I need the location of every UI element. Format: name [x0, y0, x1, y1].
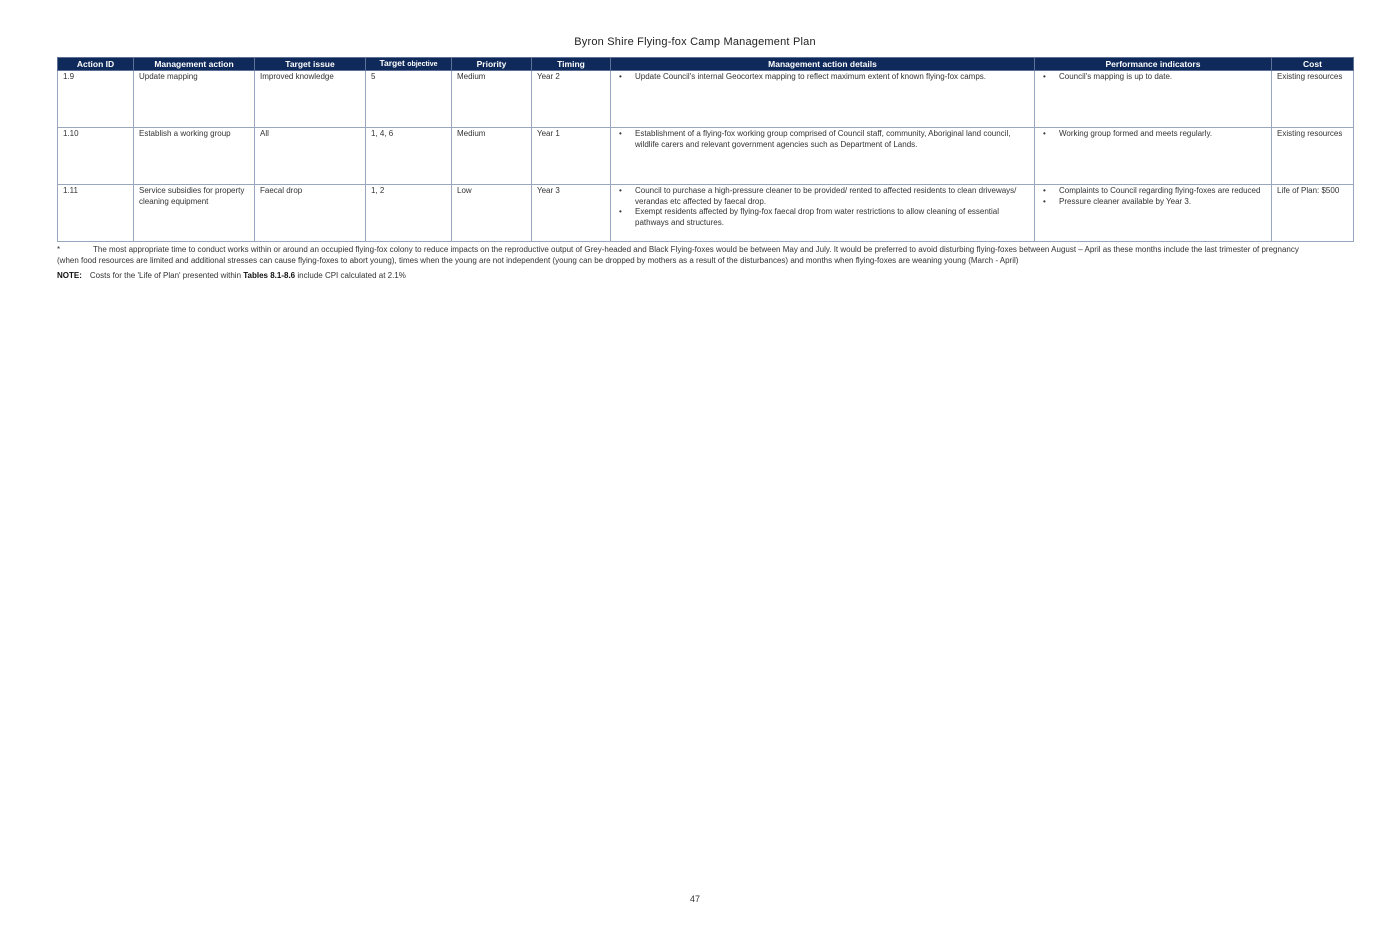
indicators-list: [1040, 129, 1266, 140]
cell-indicators: [1035, 128, 1272, 185]
footnote-text: The most appropriate time to conduct works within or around an occupied flying-fox colony to reduce impacts on the reproductive output of Grey-headed and Black Flying-foxes would be between May and July. It would be preferred to avoid disturbing flying-foxes between August – April as these months include the last trimester of pregnancy (when food resources are limited and additional stresses can cause flying-foxes to abort young), times when the young are not independent (young can be dropped by mothers as a result of the disturbances) and months when flying-foxes are weaning young (March - April): [57, 245, 1299, 265]
cell-action-id: 1.9: [58, 71, 134, 128]
cell-target-issue: Faecal drop: [255, 185, 366, 242]
page-number: 47: [689, 894, 700, 904]
details-list: [616, 186, 1029, 228]
table-row: [58, 185, 1354, 242]
note-text-before: Costs for the 'Life of Plan' presented within: [89, 271, 244, 280]
cell-target-objective: 1, 2: [366, 185, 452, 242]
col-header-management-action: Management action: [134, 58, 255, 71]
cell-management-action: Update mapping: [134, 71, 255, 128]
details-list: [616, 72, 1029, 83]
cost-note: [57, 271, 406, 280]
table-row: [58, 128, 1354, 185]
indicators-list: [1040, 72, 1266, 83]
col-header-target-objective-small: objective: [407, 61, 438, 68]
cell-action-id: 1.10: [58, 128, 134, 185]
details-bullet: • Establishment of a flying-fox working group comprised of Council staff, community, Aboriginal land council, wildlife carers and relevant government agencies such as Department of Lands.: [616, 129, 1029, 150]
cell-management-action: Service subsidies for property cleaning equipment: [134, 185, 255, 242]
cell-cost: Existing resources: [1272, 71, 1354, 128]
cell-indicators: [1035, 185, 1272, 242]
indicator-bullet: • Complaints to Council regarding flying-foxes are reduced: [1040, 186, 1266, 197]
indicator-bullet: • Working group formed and meets regularly.: [1040, 129, 1266, 140]
cell-target-issue: Improved knowledge: [255, 71, 366, 128]
footnote-marker: *: [57, 245, 61, 254]
indicators-list: [1040, 186, 1266, 207]
cell-timing: Year 1: [532, 128, 611, 185]
cell-cost: Existing resources: [1272, 128, 1354, 185]
col-header-target-objective-main: Target: [379, 58, 405, 68]
cell-details: [611, 185, 1035, 242]
table-header-row: [58, 58, 1354, 71]
cell-cost: Life of Plan: $500: [1272, 185, 1354, 242]
details-bullet: • Exempt residents affected by flying-fox faecal drop from water restrictions to allow cleaning of essential pathways and structures.: [616, 207, 1029, 228]
note-text-after: include CPI calculated at 2.1%: [295, 271, 406, 280]
cell-priority: Low: [452, 185, 532, 242]
col-header-target-objective: [366, 58, 452, 71]
col-header-timing: Timing: [532, 58, 611, 71]
note-label: NOTE:: [57, 271, 82, 280]
col-header-action-id: Action ID: [58, 58, 134, 71]
details-list: [616, 129, 1029, 150]
cell-target-objective: 5: [366, 71, 452, 128]
details-bullet: • Update Council's internal Geocortex mapping to reflect maximum extent of known flying-fox camps.: [616, 72, 1029, 83]
col-header-priority: Priority: [452, 58, 532, 71]
cell-action-id: 1.11: [58, 185, 134, 242]
col-header-target-issue: Target issue: [255, 58, 366, 71]
cell-target-objective: 1, 4, 6: [366, 128, 452, 185]
table-row: [58, 71, 1354, 128]
cell-priority: Medium: [452, 71, 532, 128]
col-header-cost: Cost: [1272, 58, 1354, 71]
note-tables-ref: Tables 8.1-8.6: [243, 271, 296, 280]
indicator-bullet: • Pressure cleaner available by Year 3.: [1040, 197, 1266, 208]
cell-details: [611, 128, 1035, 185]
management-action-table: [57, 57, 1354, 242]
cell-indicators: [1035, 71, 1272, 128]
cell-timing: Year 3: [532, 185, 611, 242]
page-header-title: Byron Shire Flying-fox Camp Management Plan: [574, 36, 816, 48]
indicator-bullet: • Council's mapping is up to date.: [1040, 72, 1266, 83]
cell-management-action: Establish a working group: [134, 128, 255, 185]
col-header-details: Management action details: [611, 58, 1035, 71]
cell-priority: Medium: [452, 128, 532, 185]
col-header-indicators: Performance indicators: [1035, 58, 1272, 71]
cell-target-issue: All: [255, 128, 366, 185]
cell-details: [611, 71, 1035, 128]
cell-timing: Year 2: [532, 71, 611, 128]
footnote: [57, 244, 1322, 266]
details-bullet: • Council to purchase a high-pressure cleaner to be provided/ rented to affected residents to clean driveways/ verandas etc affected by faecal drop.: [616, 186, 1029, 207]
